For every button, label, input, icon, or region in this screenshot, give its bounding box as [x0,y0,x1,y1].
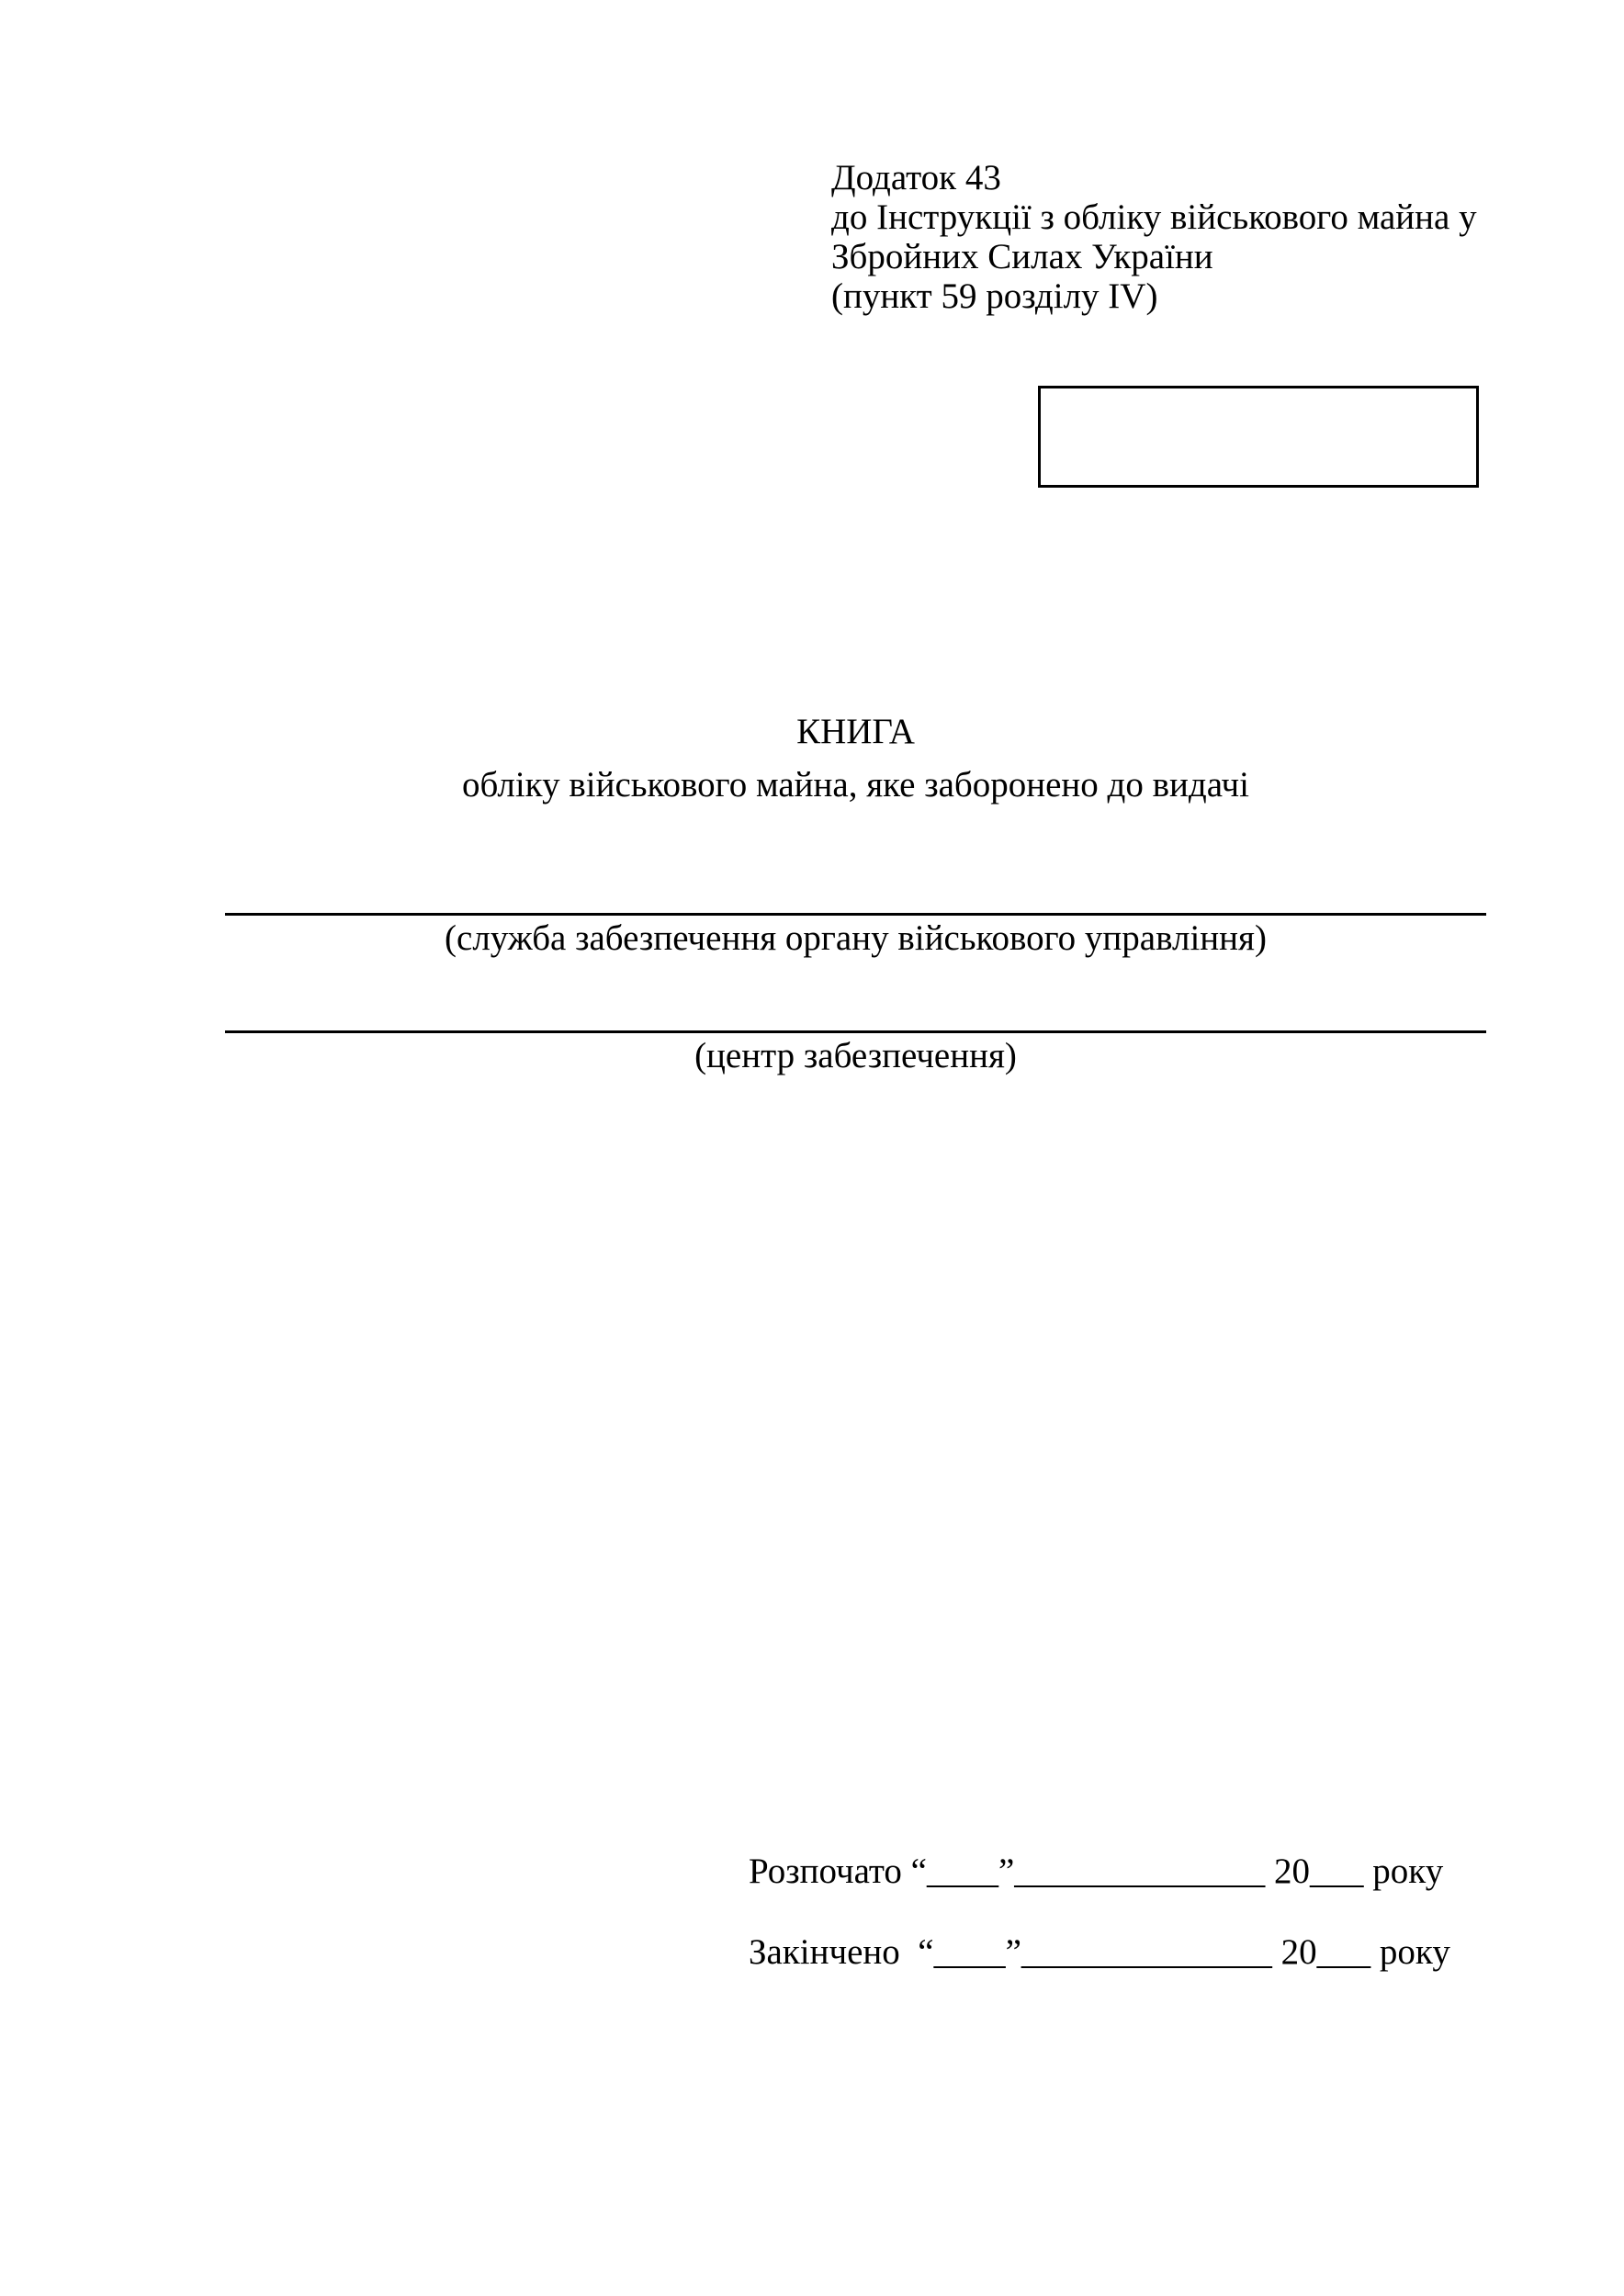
title-block [225,712,1486,805]
supply-center-blank-line [225,1030,1486,1033]
stamp-box [1038,386,1479,488]
service-name-blank-line [225,913,1486,916]
finished-date-line: Закінчено “____”______________ 20___ року [749,1932,1450,1972]
service-name-caption: (служба забезпечення органу військового управління) [445,918,1267,958]
document-subtitle: обліку військового майна, яке заборонено до видачі [462,765,1249,805]
section-point-line: (пункт 59 розділу IV) [831,276,1158,316]
appendix-reference-note [831,158,1529,316]
instruction-reference-line: до Інструкції з обліку військового майна у [831,197,1477,237]
supply-center-caption: (центр забезпечення) [694,1036,1017,1075]
armed-forces-line: Збройних Силах України [831,237,1213,276]
document-title: КНИГА [796,712,915,751]
appendix-number-line: Додаток 43 [831,158,1001,197]
started-date-line: Розпочато “____”______________ 20___ року [749,1851,1444,1891]
